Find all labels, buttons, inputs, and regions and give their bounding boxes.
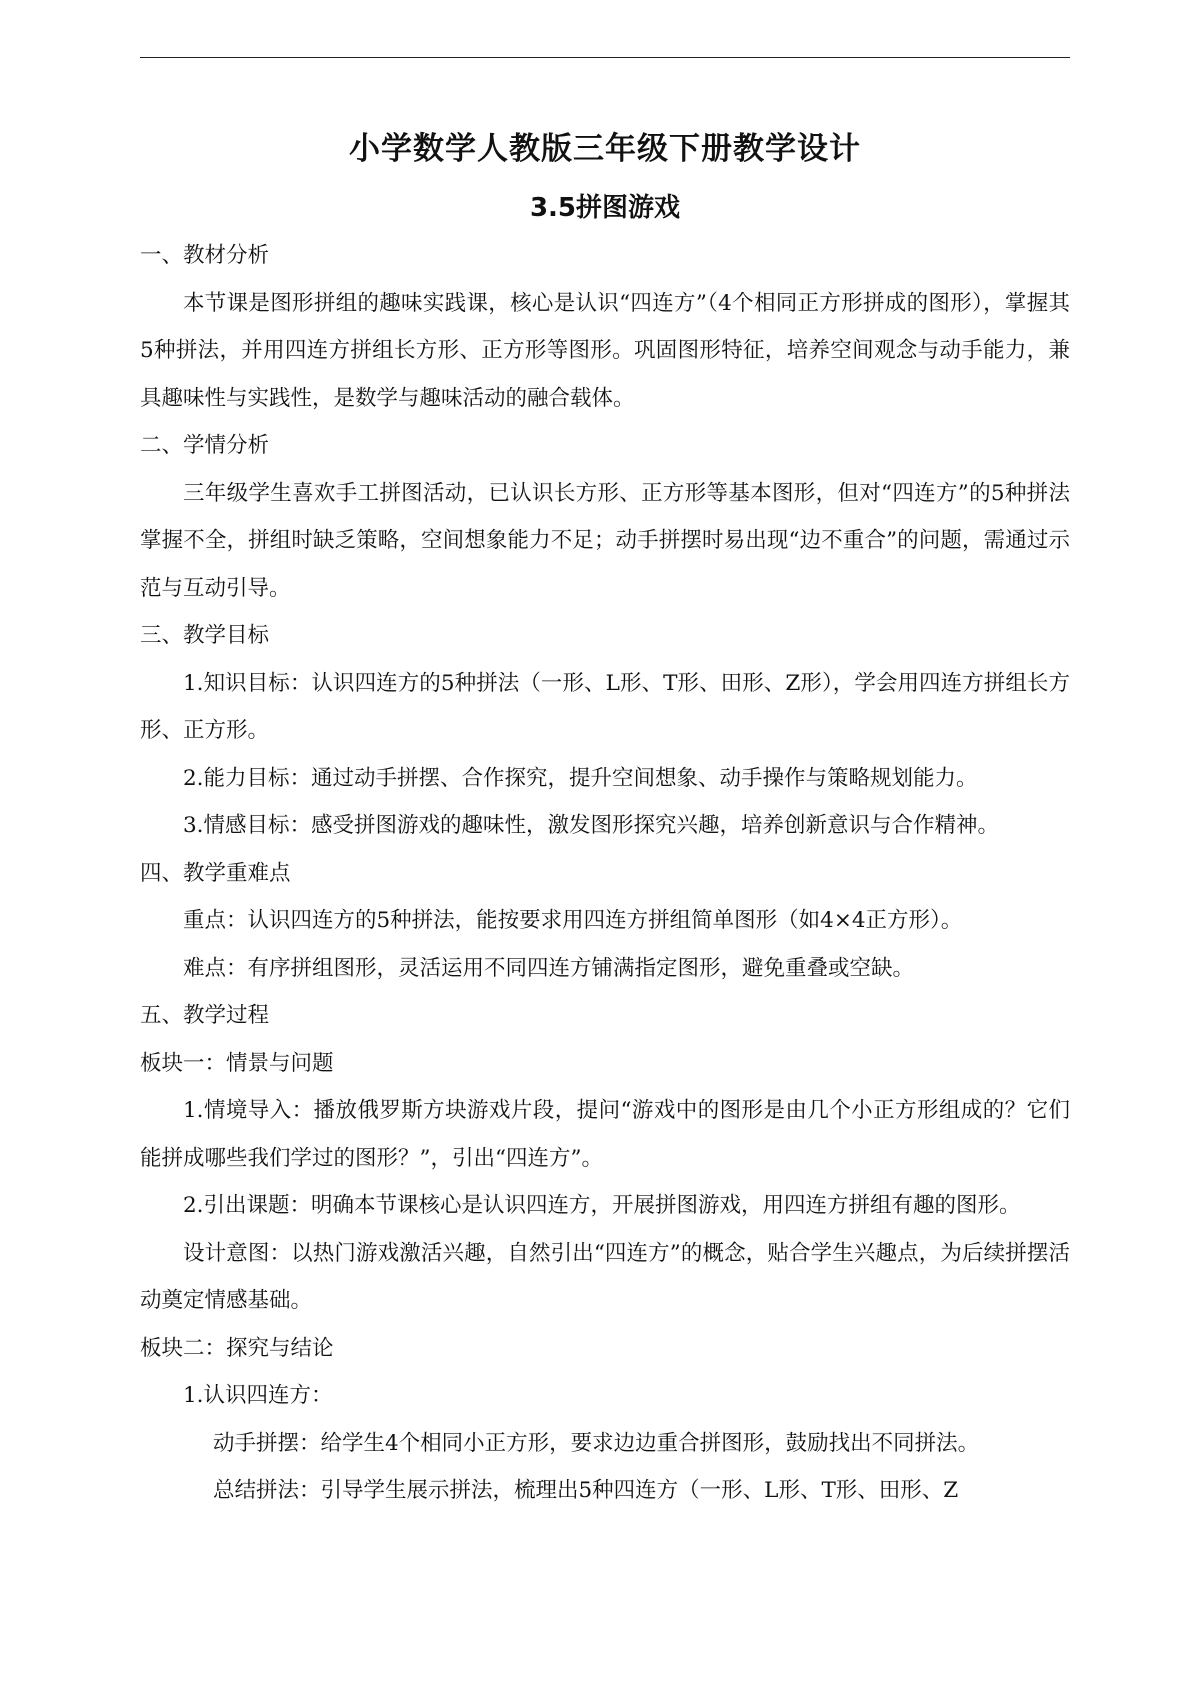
paragraph-objective-ability: 2.能力目标：通过动手拼摆、合作探究，提升空间想象、动手操作与策略规划能力。 <box>183 765 978 791</box>
block-heading-2: 板块二：探究与结论 <box>140 1335 334 1361</box>
header-rule <box>140 57 1070 58</box>
paragraph-objective-knowledge: 1.知识目标：认识四连方的5种拼法（一形、L形、T形、田形、Z形），学会用四连方拼组长方形、正方形。 <box>140 670 1070 743</box>
block-heading-1: 板块一：情景与问题 <box>140 1050 334 1076</box>
paragraph-topic-intro: 2.引出课题：明确本节课核心是认识四连方，开展拼图游戏，用四连方拼组有趣的图形。 <box>183 1193 1021 1218</box>
document-title: 小学数学人教版三年级下册教学设计 <box>349 131 861 167</box>
paragraph-scenario-intro: 1.情境导入：播放俄罗斯方块游戏片段，提问“游戏中的图形是由几个小正方形组成的？它们能拼成哪些我们学过的图形？”，引出“四连方”。 <box>140 1098 1070 1171</box>
paragraph-difficulty: 难点：有序拼组图形，灵活运用不同四连方铺满指定图形，避免重叠或空缺。 <box>183 955 915 981</box>
document-body <box>140 120 1070 1515</box>
paragraph-hands-on: 动手拼摆：给学生4个相同小正方形，要求边边重合拼图形，鼓励找出不同拼法。 <box>213 1430 980 1456</box>
paragraph-summary: 总结拼法：引导学生展示拼法，梳理出5种四连方（一形、L形、T形、田形、Z <box>213 1478 959 1503</box>
paragraph-textbook-analysis: 本节课是图形拼组的趣味实践课，核心是认识“四连方”（4个相同正方形拼成的图形），掌握其5种拼法，并用四连方拼组长方形、正方形等图形。巩固图形特征，培养空间观念与动手能力，兼具趣味性与实践性，是数学与趣味活动的融合载体。 <box>140 290 1070 411</box>
section-heading-process: 五、教学过程 <box>140 1003 270 1028</box>
section-heading-objectives: 三、教学目标 <box>140 623 270 648</box>
paragraph-key-point: 重点：认识四连方的5种拼法，能按要求用四连方拼组简单图形（如4×4正方形）。 <box>183 908 963 933</box>
lesson-title: 3.5拼图游戏 <box>529 193 681 223</box>
paragraph-objective-emotion: 3.情感目标：感受拼图游戏的趣味性，激发图形探究兴趣，培养创新意识与合作精神。 <box>183 813 1000 838</box>
paragraph-know-tetromino: 1.认识四连方： <box>183 1383 333 1408</box>
section-heading-student-analysis: 二、学情分析 <box>140 433 270 458</box>
section-heading-key-points: 四、教学重难点 <box>140 860 291 886</box>
paragraph-student-analysis: 三年级学生喜欢手工拼图活动，已认识长方形、正方形等基本图形，但对“四连方”的5种拼法掌握不全，拼组时缺乏策略，空间想象能力不足；动手拼摆时易出现“边不重合”的问题，需通过示范与互动引导。 <box>140 480 1070 601</box>
section-heading-textbook-analysis: 一、教材分析 <box>140 243 270 268</box>
paragraph-design-intent: 设计意图：以热门游戏激活兴趣，自然引出“四连方”的概念，贴合学生兴趣点，为后续拼摆活动奠定情感基础。 <box>140 1240 1070 1313</box>
